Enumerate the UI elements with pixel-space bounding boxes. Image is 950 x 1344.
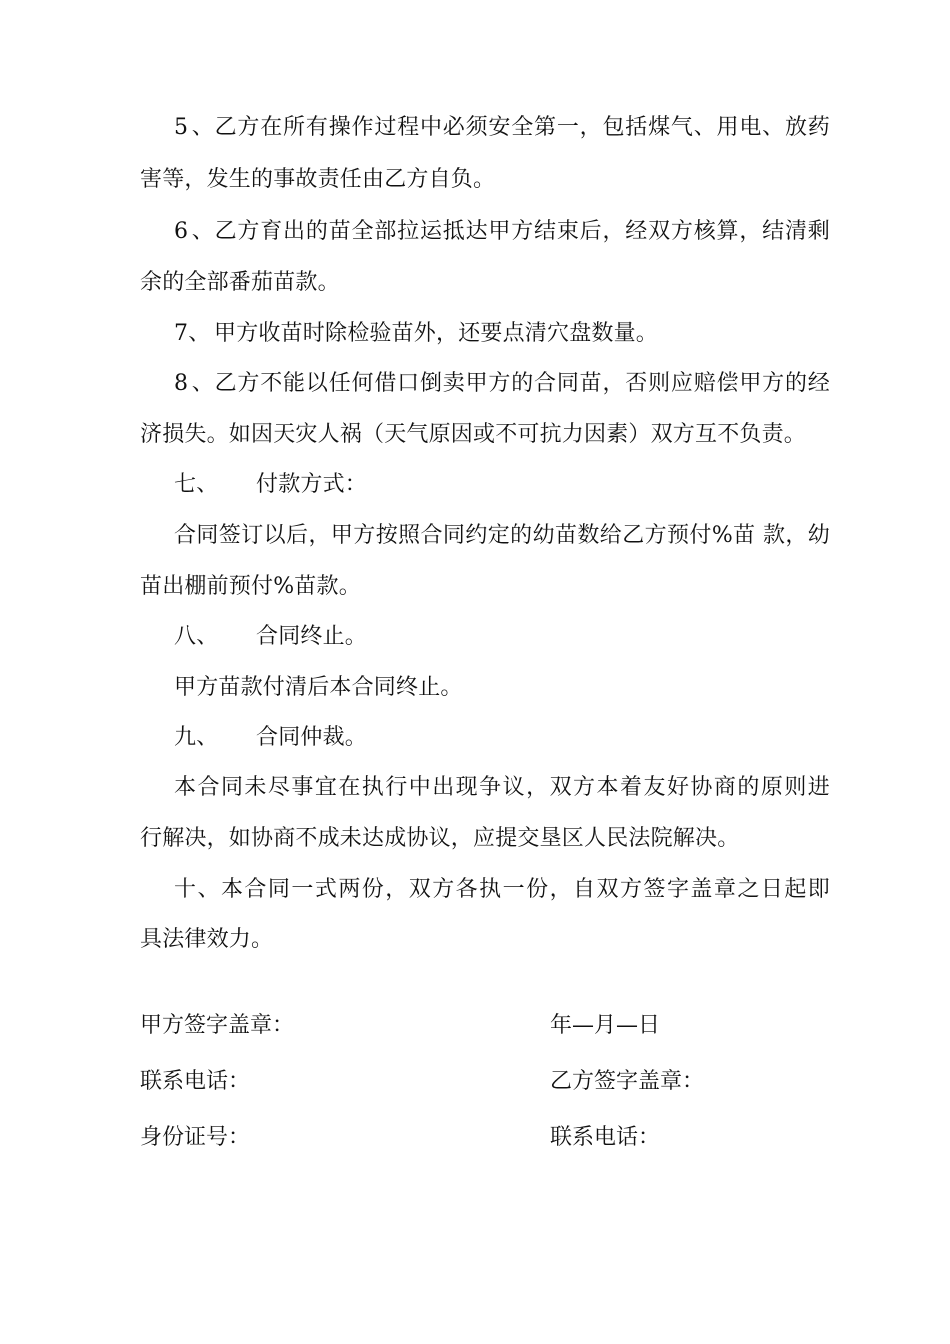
signature-row-3 xyxy=(140,1121,830,1155)
clause-number: 6、 xyxy=(174,219,214,244)
clause-8-line-1 xyxy=(174,367,830,401)
party-a-signature-label: 甲方签字盖章： xyxy=(140,1013,295,1038)
section-9-body-line-1: 本合同未尽事宜在执行中出现争议，双方本着友好协商的原则进 xyxy=(174,775,830,800)
party-a-id-label: 身份证号： xyxy=(140,1125,251,1150)
final-clause-line-2: 具法律效力。 xyxy=(140,927,274,952)
section-9-heading xyxy=(174,721,367,755)
section-number: 七、 xyxy=(174,472,219,497)
date-label: 年—月—日 xyxy=(550,1013,661,1038)
clause-8-line-2: 济损失。如因天灾人祸（天气原因或不可抗力因素）双方互不负责。 xyxy=(140,422,807,447)
section-title: 合同终止。 xyxy=(256,624,368,649)
clause-text: 乙方育出的苗全部拉运抵达甲方结束后，经双方核算，结清剩 xyxy=(214,219,830,244)
clause-number: 7、 xyxy=(174,321,211,346)
section-8-heading xyxy=(174,620,367,654)
section-number: 九、 xyxy=(174,725,219,750)
clause-6-line-1 xyxy=(174,215,830,249)
section-9-body-line-2: 行解决，如协商不成未达成协议，应提交垦区人民法院解决。 xyxy=(140,826,740,851)
clause-5-line-1 xyxy=(174,111,830,145)
section-title: 合同仲裁。 xyxy=(256,725,368,750)
section-7-body-line-1: 合同签订以后，甲方按照合同约定的幼苗数给乙方预付%苗 款，幼 xyxy=(174,523,830,548)
party-b-signature-label: 乙方签字盖章： xyxy=(550,1069,705,1094)
clause-number: 5、 xyxy=(174,115,214,140)
final-clause-line-1: 十、本合同一式两份，双方各执一份，自双方签字盖章之日起即 xyxy=(174,877,830,902)
section-8-body-line-1: 甲方苗款付清后本合同终止。 xyxy=(174,675,463,700)
party-b-phone-label: 联系电话： xyxy=(550,1125,661,1150)
section-7-heading xyxy=(174,468,367,502)
clause-text: 乙方不能以任何借口倒卖甲方的合同苗，否则应赔偿甲方的经 xyxy=(214,371,830,396)
clause-number: 8、 xyxy=(174,371,214,396)
party-a-phone-label: 联系电话： xyxy=(140,1069,251,1094)
clause-text: 乙方在所有操作过程中必须安全第一，包括煤气、用电、放药 xyxy=(214,115,830,140)
section-title: 付款方式： xyxy=(256,472,368,497)
section-7-body-line-2: 苗出棚前预付%苗款。 xyxy=(140,574,361,599)
clause-7-line-1 xyxy=(174,317,658,351)
signature-row-2 xyxy=(140,1065,830,1099)
clause-6-line-2: 余的全部番茄苗款。 xyxy=(140,270,340,295)
clause-5-line-2: 害等，发生的事故责任由乙方自负。 xyxy=(140,167,496,192)
section-number: 八、 xyxy=(174,624,219,649)
clause-text: 甲方收苗时除检验苗外，还要点清穴盘数量。 xyxy=(214,321,659,346)
signature-row-1 xyxy=(140,1009,830,1043)
